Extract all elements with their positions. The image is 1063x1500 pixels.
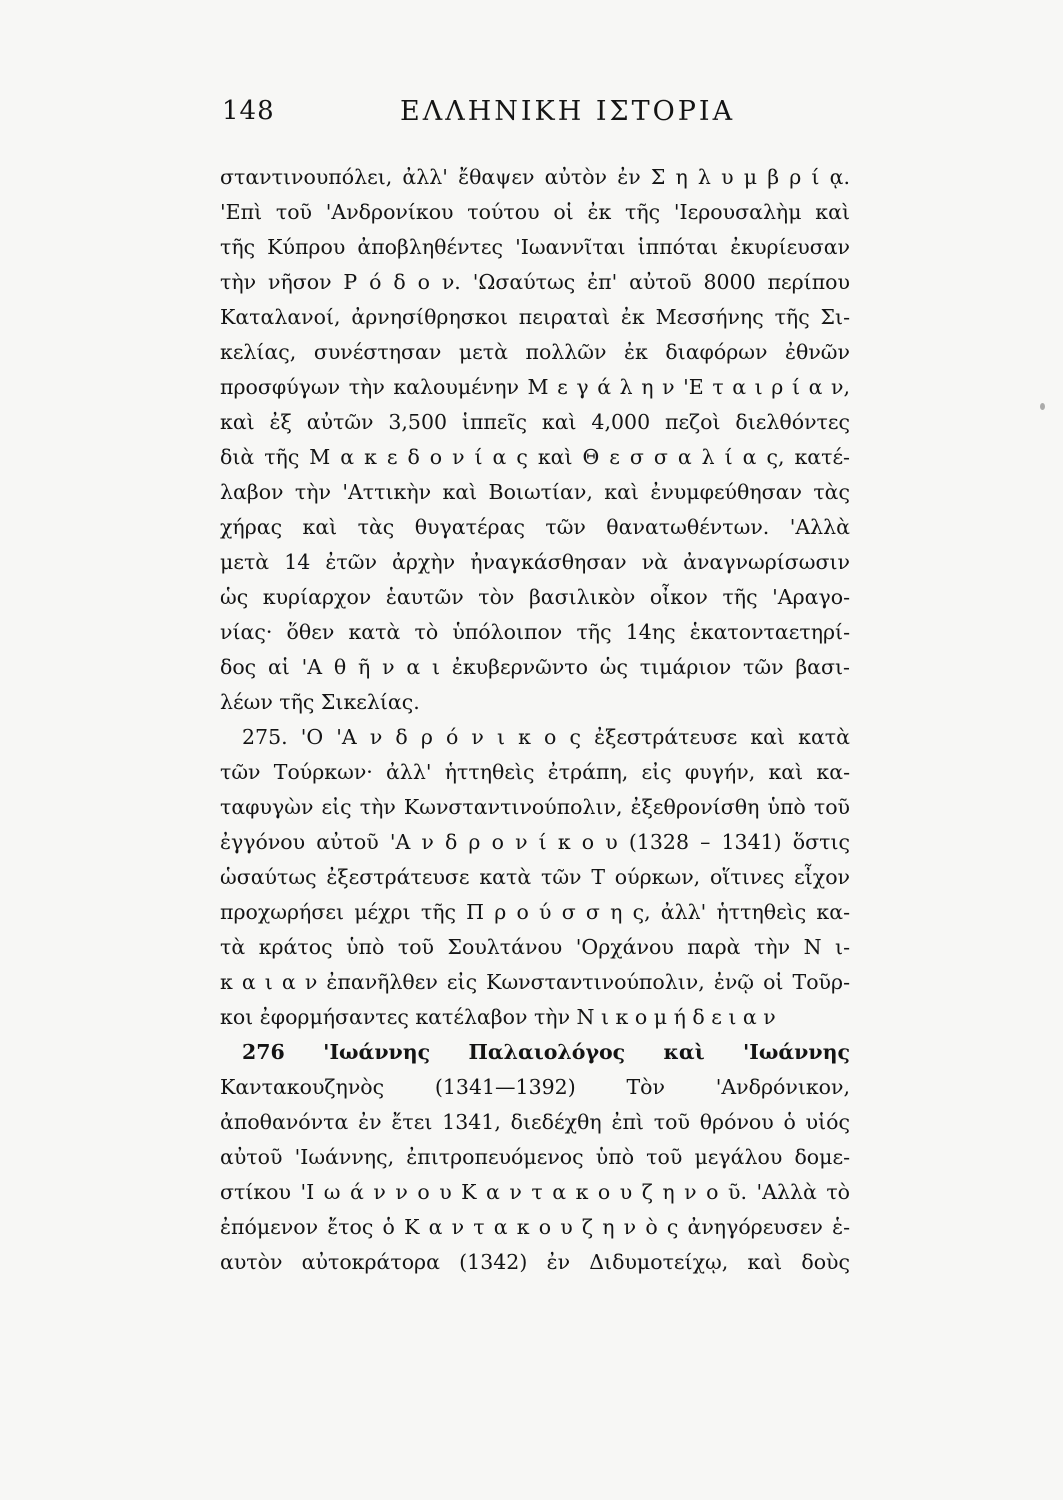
text-line: μετὰ 14 ἐτῶν ἀρχὴν ἠναγκάσθησαν νὰ ἀναγνωρίσωσιν bbox=[220, 550, 850, 574]
text-line: λέων τῆς Σικελίας. bbox=[220, 690, 420, 714]
section-275-start: 275. 'Ο 'Α ν δ ρ ό ν ι κ ο ς ἐξεστράτευσε καὶ κατὰ bbox=[242, 725, 850, 749]
text-line: αυτὸν αὐτοκράτορα (1342) ἐν Διδυμοτείχῳ, καὶ δοὺς bbox=[220, 1250, 850, 1274]
text-line: αὐτοῦ 'Ιωάννης, ἐπιτροπευόμενος ὑπὸ τοῦ μεγάλου δομε- bbox=[220, 1145, 850, 1169]
text-line: ὡς κυρίαρχον ἑαυτῶν τὸν βασιλικὸν οἶκον τῆς 'Αραγο- bbox=[220, 585, 850, 609]
text-line: διὰ τῆς Μ α κ ε δ ο ν ί α ς καὶ Θ ε σ σ α λ ί α ς, κατέ- bbox=[220, 445, 850, 469]
body-text bbox=[220, 160, 850, 1280]
text-line: προχωρήσει μέχρι τῆς Π ρ ο ύ σ σ η ς, ἀλλ' ἡττηθεὶς κα- bbox=[220, 900, 850, 924]
text-line: ἐπόμενον ἔτος ὁ Κ α ν τ α κ ο υ ζ η ν ὸ ς ἀνηγόρευσεν ἑ- bbox=[220, 1215, 850, 1239]
page-number: 148 bbox=[222, 96, 275, 126]
running-title: ΕΛΛΗΝΙΚΗ ΙΣΤΟΡΙΑ bbox=[400, 96, 736, 127]
section-276-heading: 276 'Ιωάννης Παλαιολόγος καὶ 'Ιωάννης bbox=[242, 1040, 850, 1064]
text-line: Καταλανοί, ἀρνησίθρησκοι πειραταὶ ἐκ Μεσσήνης τῆς Σι- bbox=[220, 305, 850, 329]
text-line: τὴν νῆσον Ρ ό δ ο ν. 'Ωσαύτως ἐπ' αὐτοῦ 8000 περίπου bbox=[220, 270, 850, 294]
text-line: 'Επὶ τοῦ 'Ανδρονίκου τούτου οἱ ἐκ τῆς 'Ιερουσαλὴμ καὶ bbox=[220, 200, 850, 224]
section-276-heading-cont: Καντακουζηνὸς (1341—1392) Τὸν 'Ανδρόνικον, bbox=[220, 1075, 850, 1099]
text-line: ἀποθανόντα ἐν ἔτει 1341, διεδέχθη ἐπὶ τοῦ θρόνου ὁ υἱός bbox=[220, 1110, 850, 1134]
text-line: καὶ ἐξ αὐτῶν 3,500 ἱππεῖς καὶ 4,000 πεζοὶ διελθόντες bbox=[220, 410, 850, 434]
text-line: λαβον τὴν 'Αττικὴν καὶ Βοιωτίαν, καὶ ἐνυμφεύθησαν τὰς bbox=[220, 480, 850, 504]
text-line: στίκου 'Ι ω ά ν ν ο υ Κ α ν τ α κ ο υ ζ η ν ο ῦ. 'Αλλὰ τὸ bbox=[220, 1180, 850, 1204]
text-line: χήρας καὶ τὰς θυγατέρας τῶν θανατωθέντων. 'Αλλὰ bbox=[220, 515, 850, 539]
text-line: δος αἱ 'Α θ ῆ ν α ι ἐκυβερνῶντο ὡς τιμάριον τῶν βασι- bbox=[220, 655, 850, 679]
text-line: κοι ἐφορμήσαντες κατέλαβον τὴν Ν ι κ ο μ ή δ ε ι α ν bbox=[220, 1005, 776, 1029]
text-line: κ α ι α ν ἐπανῆλθεν εἰς Κωνσταντινούπολιν, ἐνῷ οἱ Τοῦρ- bbox=[220, 970, 850, 994]
text-line: ἐγγόνου αὐτοῦ 'Α ν δ ρ ο ν ί κ ο υ (1328 – 1341) ὅστις bbox=[220, 830, 850, 854]
text-line: κελίας, συνέστησαν μετὰ πολλῶν ἐκ διαφόρων ἐθνῶν bbox=[220, 340, 850, 364]
text-line: ὡσαύτως ἐξεστράτευσε κατὰ τῶν Τ ούρκων, οἵτινες εἶχον bbox=[220, 865, 850, 889]
page-header bbox=[222, 96, 846, 136]
text-line: τῶν Τούρκων· ἀλλ' ἡττηθεὶς ἐτράπη, εἰς φυγήν, καὶ κα- bbox=[220, 760, 850, 784]
text-line: τῆς Κύπρου ἀποβληθέντες 'Ιωαννῖται ἱππόται ἐκυρίευσαν bbox=[220, 235, 850, 259]
text-line: τὰ κράτος ὑπὸ τοῦ Σουλτάνου 'Ορχάνου παρὰ τὴν Ν ι- bbox=[220, 935, 850, 959]
text-line: σταντινουπόλει, ἀλλ' ἔθαψεν αὐτὸν ἐν Σ η λ υ μ β ρ ί ᾳ. bbox=[220, 165, 850, 189]
text-line: προσφύγων τὴν καλουμένην Μ ε γ ά λ η ν 'Ε τ α ι ρ ί α ν, bbox=[220, 375, 850, 399]
text-line: νίας· ὅθεν κατὰ τὸ ὑπόλοιπον τῆς 14ης ἑκατονταετηρί- bbox=[220, 620, 850, 644]
scan-speck bbox=[1040, 403, 1045, 410]
text-line: ταφυγὼν εἰς τὴν Κωνσταντινούπολιν, ἐξεθρονίσθη ὑπὸ τοῦ bbox=[220, 795, 850, 819]
